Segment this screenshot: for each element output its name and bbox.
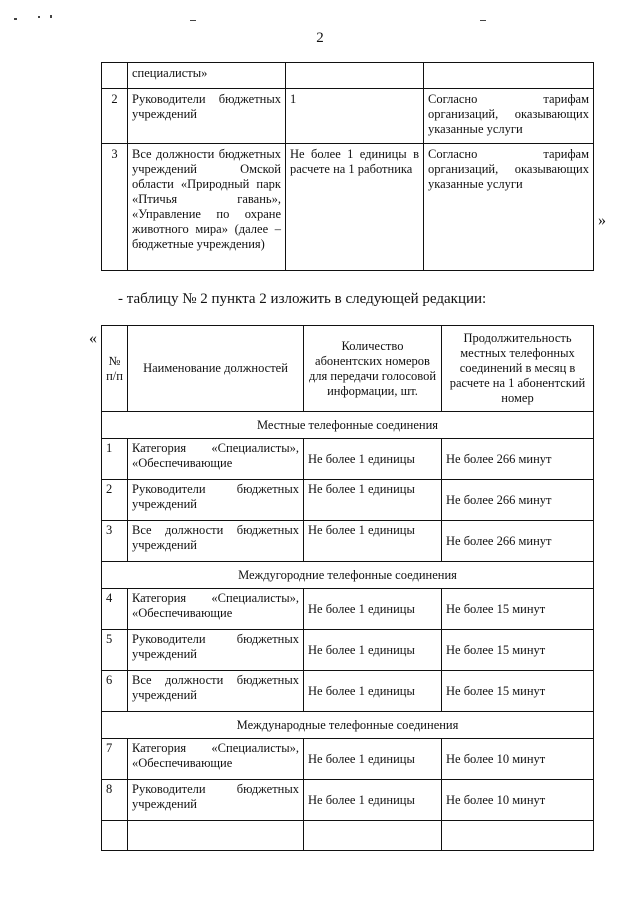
table-row — [102, 521, 594, 562]
quantity-cell: Не более 1 единицы — [304, 589, 442, 630]
row-number — [102, 63, 128, 89]
row-number: 6 — [102, 671, 128, 712]
position-name: Руководители бюджетных учреждений — [128, 480, 304, 521]
duration-cell: Не более 15 минут — [442, 589, 594, 630]
quantity-cell — [286, 63, 424, 89]
scan-speck — [190, 20, 196, 21]
quantity-cell: Не более 1 единицы в расчете на 1 работника — [286, 144, 424, 271]
position-name: Категория «Специалисты», «Обеспечивающие — [128, 439, 304, 480]
header-name: Наименование должностей — [128, 326, 304, 412]
position-name: Руководители бюджетных учреждений — [128, 780, 304, 821]
position-name: Все должности бюджетных учреждений — [128, 671, 304, 712]
table-row — [102, 89, 594, 144]
table-continuation — [101, 62, 594, 271]
position-name: Категория «Специалисты», «Обеспечивающие — [128, 589, 304, 630]
scan-speck — [38, 16, 40, 18]
duration-cell: Не более 266 минут — [442, 480, 594, 521]
duration-cell — [442, 821, 594, 851]
closing-quote: » — [598, 212, 606, 229]
section-title: Междугородние телефонные соединения — [102, 562, 594, 589]
section-row — [102, 562, 594, 589]
page-number: 2 — [316, 30, 324, 46]
norm-cell — [424, 63, 594, 89]
quantity-cell — [304, 821, 442, 851]
row-number: 2 — [102, 480, 128, 521]
position-name — [128, 821, 304, 851]
table-row — [102, 630, 594, 671]
section-row — [102, 412, 594, 439]
quantity-cell: Не более 1 единицы — [304, 439, 442, 480]
row-number: 1 — [102, 439, 128, 480]
duration-cell: Не более 266 минут — [442, 439, 594, 480]
row-number — [102, 821, 128, 851]
scan-speck — [14, 18, 17, 20]
norm-cell: Согласно тарифам организаций, оказывающих указанные услуги — [424, 89, 594, 144]
row-number: 2 — [102, 89, 128, 144]
row-number: 3 — [102, 521, 128, 562]
opening-quote: « — [89, 330, 97, 347]
position-name: Руководители бюджетных учреждений — [128, 630, 304, 671]
table-header-row — [102, 326, 594, 412]
duration-cell: Не более 10 минут — [442, 780, 594, 821]
header-duration: Продолжительность местных телефонных соединений в месяц в расчете на 1 абонентский номер — [442, 326, 594, 412]
quantity-cell: Не более 1 единицы — [304, 521, 442, 562]
row-number: 3 — [102, 144, 128, 271]
amendment-intro: - таблицу № 2 пункта 2 изложить в следующей редакции: — [118, 291, 487, 307]
duration-cell: Не более 15 минут — [442, 630, 594, 671]
scan-speck — [50, 15, 52, 18]
norm-cell: Согласно тарифам организаций, оказывающих указанные услуги — [424, 144, 594, 271]
scan-speck — [480, 20, 486, 21]
table-row — [102, 63, 594, 89]
quantity-cell: 1 — [286, 89, 424, 144]
row-number: 7 — [102, 739, 128, 780]
position-name: Категория «Специалисты», «Обеспечивающие — [128, 739, 304, 780]
row-number: 4 — [102, 589, 128, 630]
row-number: 5 — [102, 630, 128, 671]
table-row — [102, 589, 594, 630]
quantity-cell: Не более 1 единицы — [304, 630, 442, 671]
duration-cell: Не более 10 минут — [442, 739, 594, 780]
table-row — [102, 144, 594, 271]
header-qty: Количество абонентских номеров для передачи голосовой информации, шт. — [304, 326, 442, 412]
table-row — [102, 780, 594, 821]
table-row — [102, 821, 594, 851]
position-name: Все должности бюджетных учреждений — [128, 521, 304, 562]
quantity-cell: Не более 1 единицы — [304, 480, 442, 521]
position-name: Все должности бюджетных учреждений Омской области «Природный парк «Птичья гавань», «Управление по охране животного мира» (далее – бюджетные учреждения) — [128, 144, 286, 271]
quantity-cell: Не более 1 единицы — [304, 739, 442, 780]
position-name: специалисты» — [128, 63, 286, 89]
duration-cell: Не более 266 минут — [442, 521, 594, 562]
table-row — [102, 480, 594, 521]
section-row — [102, 712, 594, 739]
table-row — [102, 739, 594, 780]
header-num: № п/п — [102, 326, 128, 412]
duration-cell: Не более 15 минут — [442, 671, 594, 712]
table-row — [102, 439, 594, 480]
quantity-cell: Не более 1 единицы — [304, 780, 442, 821]
section-title: Местные телефонные соединения — [102, 412, 594, 439]
quantity-cell: Не более 1 единицы — [304, 671, 442, 712]
position-name: Руководители бюджетных учреждений — [128, 89, 286, 144]
section-title: Международные телефонные соединения — [102, 712, 594, 739]
telephone-norms-table — [101, 325, 594, 851]
row-number: 8 — [102, 780, 128, 821]
table-row — [102, 671, 594, 712]
